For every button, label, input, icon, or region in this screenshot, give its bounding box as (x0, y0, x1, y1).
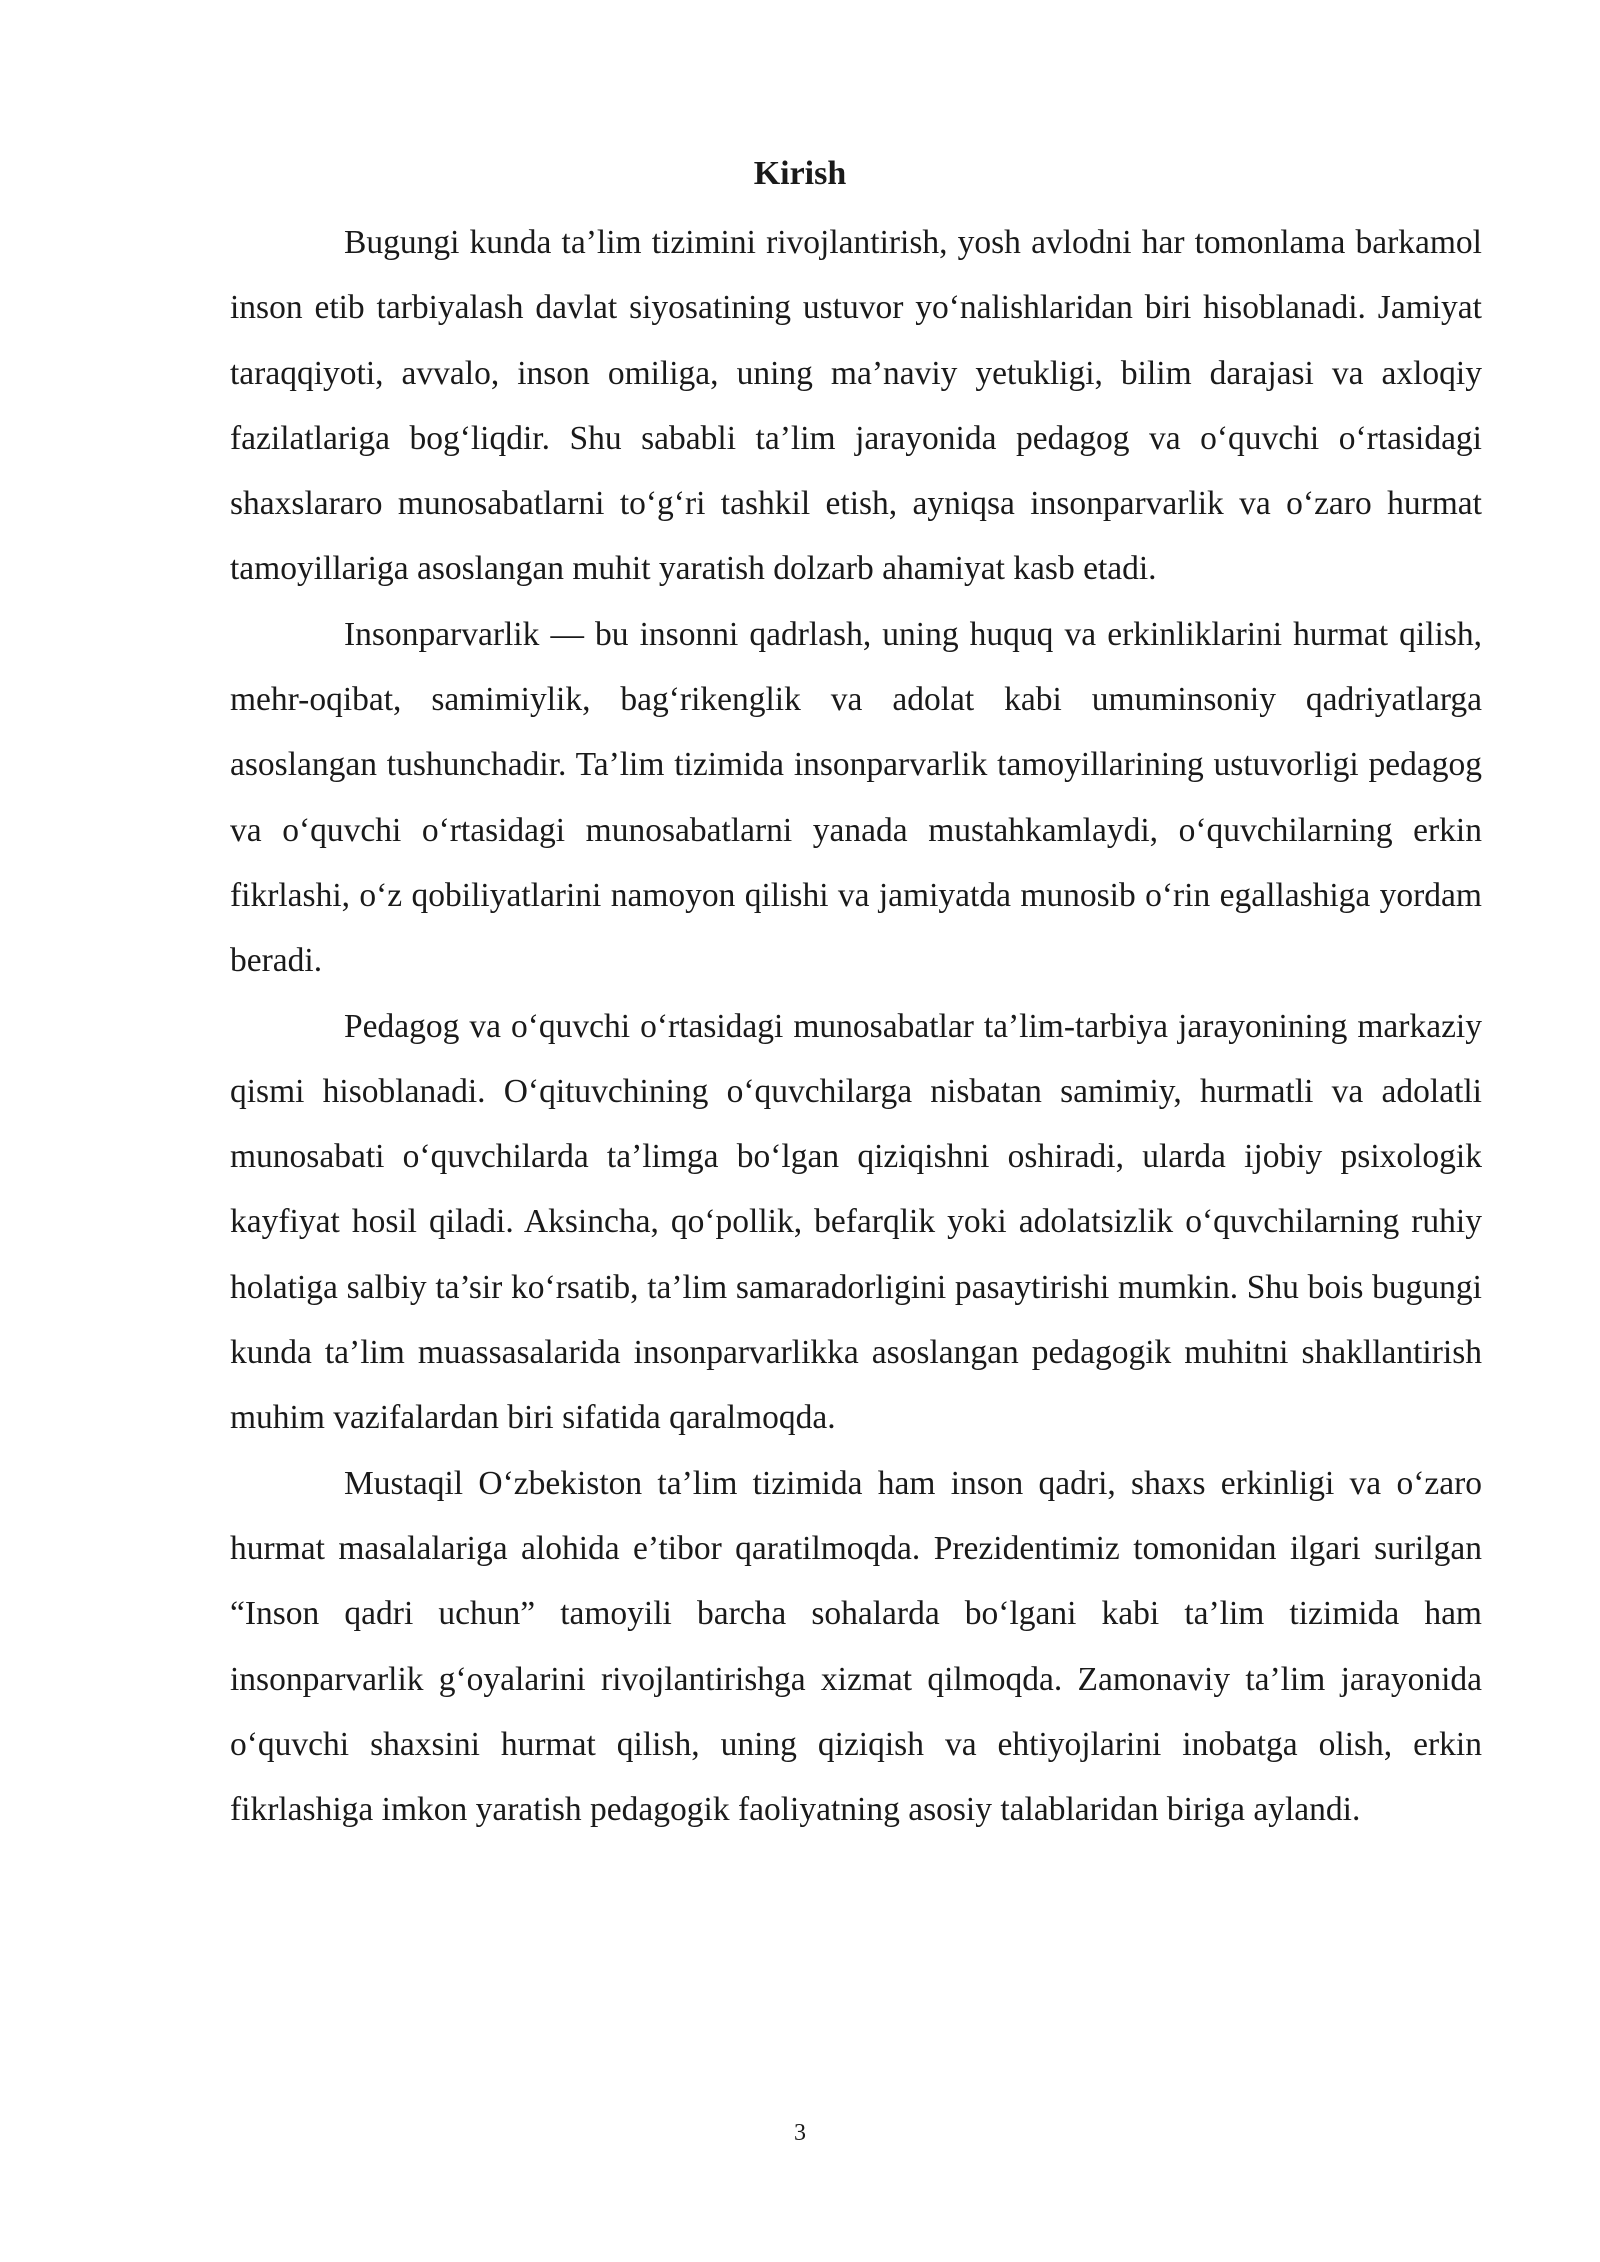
page-number: 3 (794, 2120, 806, 2146)
section-title: Kirish (753, 155, 847, 192)
paragraph-1: Bugungi kunda ta’lim tizimini rivojlantirish, yosh avlodni har tomonlama barkamol inson etib tarbiyalash davlat siyosatining ustuvor yo‘nalishlaridan biri hisoblanadi. Jamiyat taraqqiyoti, avvalo, inson omiliga, uning ma’naviy yetukligi, bilim darajasi va axloqiy fazilatlariga bog‘liqdir. Shu sababli ta’lim jarayonida pedagog va o‘quvchi o‘rtasidagi shaxslararo munosabatlarni to‘g‘ri tashkil etish, ayniqsa insonparvarlik va o‘zaro hurmat tamoyillariga asoslangan muhit yaratish dolzarb ahamiyat kasb etadi. (230, 224, 1482, 588)
paragraph-2: Insonparvarlik — bu insonni qadrlash, uning huquq va erkinliklarini hurmat qilish, mehr-oqibat, samimiylik, bag‘rikenglik va adolat kabi umuminsoniy qadriyatlarga asoslangan tushunchadir. Ta’lim tizimida insonparvarlik tamoyillarining ustuvorligi pedagog va o‘quvchi o‘rtasidagi munosabatlarni yanada mustahkamlaydi, o‘quvchilarning erkin fikrlashi, o‘z qobiliyatlarini namoyon qilishi va jamiyatda munosib o‘rin egallashiga yordam beradi. (230, 615, 1482, 980)
paragraph-3: Pedagog va o‘quvchi o‘rtasidagi munosabatlar ta’lim-tarbiya jarayonining markaziy qismi hisoblanadi. O‘qituvchining o‘quvchilarga nisbatan samimiy, hurmatli va adolatli munosabati o‘quvchilarda ta’limga bo‘lgan qiziqishni oshiradi, ularda ijobiy psixologik kayfiyat hosil qiladi. Aksincha, qo‘pollik, befarqlik yoki adolatsizlik o‘quvchilarning ruhiy holatiga salbiy ta’sir ko‘rsatib, ta’lim samaradorligini pasaytirishi mumkin. Shu bois bugungi kunda ta’lim muassasalarida insonparvarlikka asoslangan pedagogik muhitni shakllantirish muhim vazifalardan biri sifatida qaralmoqda. (230, 1007, 1482, 1437)
body-text (230, 210, 1482, 1842)
paragraph-4: Mustaqil O‘zbekiston ta’lim tizimida ham inson qadri, shaxs erkinligi va o‘zaro hurmat masalalariga alohida e’tibor qaratilmoqda. Prezidentimiz tomonidan ilgari surilgan “Inson qadri uchun” tamoyili barcha sohalarda bo‘lgani kabi ta’lim tizimida ham insonparvarlik g‘oyalarini rivojlantirishga xizmat qilmoqda. Zamonaviy ta’lim jarayonida o‘quvchi shaxsini hurmat qilish, uning qiziqish va ehtiyojlarini inobatga olish, erkin fikrlashiga imkon yaratish pedagogik faoliyatning asosiy talablaridan biriga aylandi. (230, 1464, 1482, 1829)
